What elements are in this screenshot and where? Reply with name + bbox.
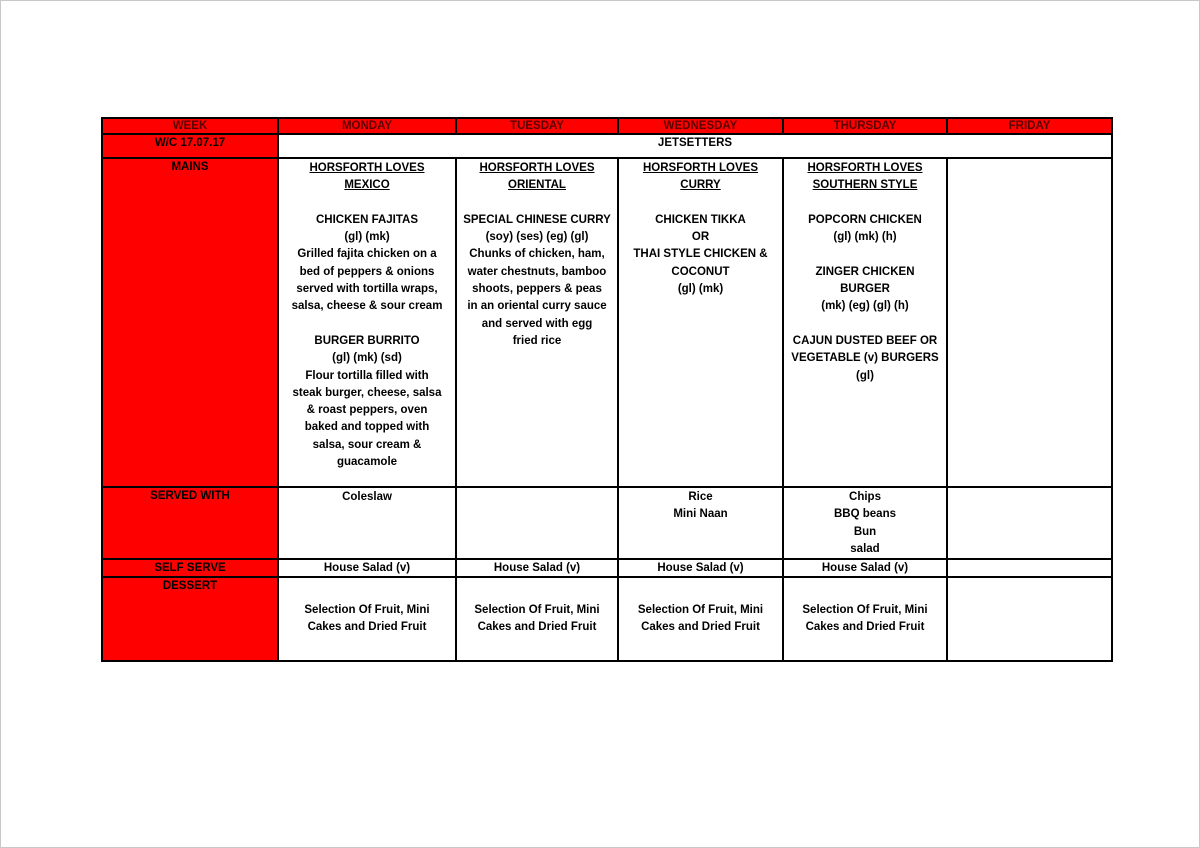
side-item: Rice	[688, 491, 713, 503]
dessert-label: DESSERT	[102, 577, 278, 661]
dish-line: ZINGER CHICKEN	[815, 265, 915, 278]
theme-title: JETSETTERS	[278, 134, 1112, 158]
dessert-line: Cakes and Dried Fruit	[641, 621, 760, 634]
dessert-line: Cakes and Dried Fruit	[307, 621, 427, 634]
dish-line: guacamole	[336, 456, 398, 469]
served-tuesday	[456, 487, 618, 559]
dessert-line: Cakes and Dried Fruit	[477, 621, 597, 634]
dessert-line: Selection Of Fruit, Mini	[802, 604, 928, 617]
dish-line: OR	[691, 231, 710, 244]
menu-table	[101, 117, 1113, 662]
dessert-row	[102, 577, 1112, 661]
dish-line: served with tortilla wraps,	[296, 283, 438, 296]
dish-line: BURGER	[840, 283, 890, 296]
spacer	[282, 195, 452, 212]
mains-label: MAINS	[102, 158, 278, 487]
served-friday	[947, 487, 1112, 559]
mains-monday	[278, 158, 456, 487]
dish-line: steak burger, cheese, salsa	[292, 386, 442, 399]
dish-line: CHICKEN TIKKA	[655, 213, 746, 226]
dessert-thursday-content	[784, 578, 946, 637]
dessert-tuesday-content	[457, 578, 617, 637]
dish-line: THAI STYLE CHICKEN &	[633, 248, 768, 261]
dish-line: bed of peppers & onions	[299, 265, 435, 278]
side-item: Bun	[853, 525, 877, 538]
served-with-row	[102, 487, 1112, 559]
theme-heading-line: HORSFORTH LOVES	[479, 162, 595, 174]
dish-line: (gl) (mk)	[677, 283, 724, 296]
dessert-friday	[947, 577, 1112, 661]
dish-line: Grilled fajita chicken on a	[297, 248, 437, 261]
served-with-label: SERVED WITH	[102, 487, 278, 559]
dessert-line: Selection Of Fruit, Mini	[637, 604, 764, 617]
side-item: Mini Naan	[673, 508, 728, 521]
header-row	[102, 118, 1112, 134]
mains-friday	[947, 158, 1112, 487]
blank-line	[787, 246, 943, 263]
dessert-line: Cakes and Dried Fruit	[805, 621, 925, 634]
dish-line: Flour tortilla filled with	[305, 369, 429, 382]
served-friday-content	[948, 488, 1111, 489]
mains-row	[102, 158, 1112, 487]
dish-line: (gl) (mk) (h)	[833, 231, 897, 244]
served-monday-content	[279, 488, 455, 506]
self-serve-label: SELF SERVE	[102, 559, 278, 577]
side-item: Chips	[849, 491, 881, 503]
dish-line: fried rice	[512, 334, 562, 347]
dish-line: VEGETABLE (v) BURGERS	[791, 352, 939, 365]
dessert-monday	[278, 577, 456, 661]
mains-wednesday	[618, 158, 783, 487]
blank-line	[787, 316, 943, 333]
side-item: BBQ beans	[834, 508, 896, 521]
served-monday	[278, 487, 456, 559]
served-thursday-content	[784, 488, 946, 558]
served-wednesday	[618, 487, 783, 559]
self-serve-friday	[947, 559, 1112, 577]
mains-thursday-content	[784, 159, 946, 385]
self-serve-thursday: House Salad (v)	[783, 559, 947, 577]
spacer	[460, 195, 614, 212]
theme-heading-line: MEXICO	[344, 179, 390, 192]
dish-line: shoots, peppers & peas	[472, 283, 602, 296]
dessert-line: Selection Of Fruit, Mini	[474, 604, 600, 617]
self-serve-monday: House Salad (v)	[278, 559, 456, 577]
day-header-thursday: THURSDAY	[783, 118, 947, 134]
week-header: WEEK	[102, 118, 278, 134]
day-header-wednesday: WEDNESDAY	[618, 118, 783, 134]
dish-line: (soy) (ses) (eg) (gl)	[485, 231, 589, 244]
side-item: Coleslaw	[342, 491, 392, 503]
mains-wednesday-content	[619, 159, 782, 298]
served-thursday	[783, 487, 947, 559]
dish-line: POPCORN CHICKEN	[808, 213, 922, 226]
dish-line: & roast peppers, oven	[306, 404, 428, 417]
dish-line: (gl) (mk) (sd)	[332, 352, 402, 365]
dessert-wednesday-content	[619, 578, 782, 637]
side-item: salad	[850, 542, 880, 555]
mains-monday-content	[279, 159, 455, 471]
dish-line: (mk) (eg) (gl) (h)	[821, 300, 909, 313]
served-wednesday-content	[619, 488, 782, 524]
dish-line: COCONUT	[671, 265, 730, 278]
dessert-friday-content	[948, 578, 1111, 602]
dish-line: and served with egg	[481, 317, 593, 330]
self-serve-wednesday: House Salad (v)	[618, 559, 783, 577]
dessert-tuesday	[456, 577, 618, 661]
theme-heading-line: ORIENTAL	[508, 179, 566, 192]
week-row	[102, 134, 1112, 158]
theme-heading-line: HORSFORTH LOVES	[309, 162, 425, 174]
spacer	[622, 195, 779, 212]
dish-line: water chestnuts, bamboo	[467, 265, 607, 278]
self-serve-tuesday: House Salad (v)	[456, 559, 618, 577]
dish-line: (gl)	[856, 369, 874, 382]
week-commencing: W/C 17.07.17	[102, 134, 278, 158]
dish-line: baked and topped with	[304, 421, 430, 434]
served-tuesday-content	[457, 488, 617, 489]
day-header-tuesday: TUESDAY	[456, 118, 618, 134]
day-header-monday: MONDAY	[278, 118, 456, 134]
theme-heading-line: CURRY	[680, 179, 721, 192]
dessert-line: Selection Of Fruit, Mini	[304, 604, 430, 617]
dish-line: CHICKEN FAJITAS	[315, 213, 419, 226]
theme-heading-line: HORSFORTH LOVES	[807, 162, 923, 174]
mains-tuesday	[456, 158, 618, 487]
self-serve-row	[102, 559, 1112, 577]
dish-line: (gl) (mk)	[344, 231, 390, 244]
dessert-monday-content	[279, 578, 455, 637]
day-header-friday: FRIDAY	[947, 118, 1112, 134]
blank-line	[282, 316, 452, 333]
theme-heading-line: SOUTHERN STYLE	[812, 179, 918, 192]
dish-line: Chunks of chicken, ham,	[469, 248, 605, 261]
dessert-thursday	[783, 577, 947, 661]
theme-heading-line: HORSFORTH LOVES	[642, 162, 758, 174]
dessert-wednesday	[618, 577, 783, 661]
dish-line: BURGER BURRITO	[314, 334, 420, 347]
dish-line: SPECIAL CHINESE CURRY	[463, 213, 611, 226]
mains-tuesday-content	[457, 159, 617, 350]
dish-line: in an oriental curry sauce	[467, 300, 607, 313]
dish-line: salsa, cheese & sour cream	[291, 300, 443, 313]
mains-thursday	[783, 158, 947, 487]
dish-line: CAJUN DUSTED BEEF OR	[792, 334, 938, 347]
dish-line: salsa, sour cream &	[312, 438, 422, 451]
spacer	[787, 195, 943, 212]
